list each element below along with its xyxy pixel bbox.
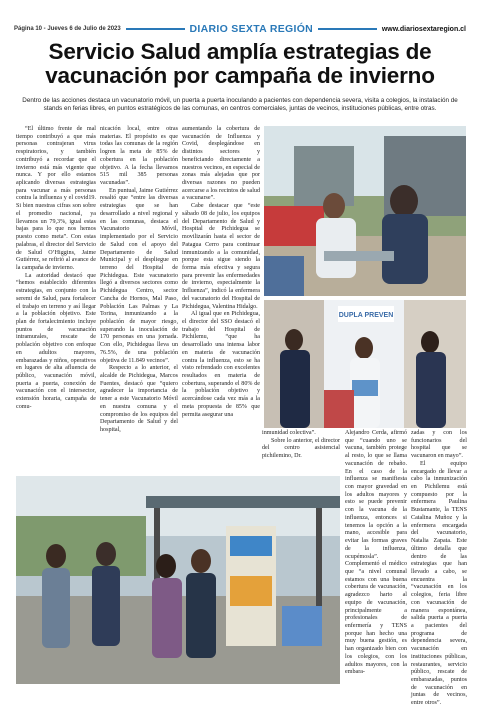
paragraph: inmunidad colectiva”.	[262, 430, 316, 436]
page-date: Página 10 - Jueves 6 de Julio de 2023	[14, 26, 121, 32]
paragraph: La autoridad destacó que “hemos establecido diferentes estrategias, en conjunto con la seremi de Salud, para fortalecer el trabajo en terreno y así llegar a la población objetivo. Este plan de fortalecimiento incluye puntos de vacunación intramurales, rescate de población objetivo con enfoque en adultos mayores, embarazadas y niños, operativos en lugares de alta afluencia de público, vacunación móvil, puerta a puerta, conexión de vacunación con el intersector, extensión horaria, campaña de comu-	[16, 272, 96, 410]
paragraph: nicación local, entre otras materias. El propósito es que todas las comunas de la región logren la meta de 85% de cobertura en la población objetivo. A la fecha llevamos 515 mil 385 personas vacunadas”.	[100, 126, 178, 187]
article-column-2	[100, 126, 178, 472]
paragraph: Cabe destacar que “este sábado 08 de julio, los equipos del Departamento de Salud y Hospital de Pichidegua se movilizarán hasta el sector de Patagua Cerro para continuar inmunizando a la comunidad, porque esta sigue siendo la forma más efectiva y segura para prevenir las enfermedades de invierno, especialmente la Influenza”, indicó la enfermera del vacunatorio del Hospital de Pichidegua, Valentina Hidalgo.	[182, 203, 260, 310]
paragraph: Al igual que en Pichidegua, el director del SSO destacó el trabajo del Hospital de Pichilemu, “que ha desarrollado una intensa labor en materia de vacunación contra la influenza, esto se ha visto refrendado con excelentes resultados en materia de cobertura, superando el 80% de la población objetivo y acercándose cada vez más a la meta propuesta de 85% que permita asegurar una	[182, 311, 260, 418]
photo-street-stand	[16, 476, 340, 684]
article-column-5	[411, 430, 467, 707]
article-column-3b	[262, 430, 340, 472]
photo-health-team	[264, 300, 466, 428]
header-rule-left	[126, 28, 185, 30]
page-header	[14, 22, 466, 36]
paragraph: Sobre lo anterior, el director del centro asistencial pichilemino, Dr.	[262, 437, 340, 460]
headline	[14, 40, 466, 88]
paragraph: aumentando la cobertura de vacunación de Influenza y Covid, desplegándose en distintos sectores y beneficiando directamente a nuestros vecinos, en especial de zonas más alejadas que por diversas razones no pueden acercarse a los recintos de salud a vacunarse”.	[182, 126, 260, 202]
article-column-1	[16, 126, 96, 472]
article-column-3	[182, 126, 260, 472]
subheading: Dentro de las acciones destaca un vacunatorio móvil, un puerta a puerta inoculando a pacientes con dependencia severa, visita a colegios, la instalación de stands en ferias libres, en puntos estratégicos de las comunas, en centros comerciales, juntas de vecinos, instituciones públicas, entre otras.	[22, 97, 458, 112]
article-column-4	[345, 430, 407, 684]
paragraph: “El último frente de mal tiempo contribuyó a que más personas contrajeran virus respiratorios, y también contribuyó a recordar que el invierno está más vigente que nunca. Y por ello estamos aplicando diversas estrategias para vacunar a más personas contra la influenza y el covid19. Si bien nuestras cifras son sobre el promedio nacional, ya llevamos un 79,3%, igual estas bajas para lo que nos hemos puesto como meta”. Con estas palabras, el director del Servicio de Salud O’Higgins, Jaime Gutiérrez, se refirió al avance de la campaña de invierno.	[16, 126, 96, 271]
paragraph: El equipo encargado de llevar a cabo la inmunización en Pichilemu está compuesto por la enfermera Paulina Bustamante, la TENS Catalina Muñoz y la enfermera encargada del vacunatorio, Natalia Zapata. Este último detalla que dentro de las estrategias que han llevado a cabo, se encuentra la “vacunación en los colegios, feria libre con vacunación de manera espontánea, salida puerta a puerta a pacientes del programa de dependencia severa, vacunación en instituciones públicas, restaurantes, servicio público, rescate de embarazadas, puntos de vacunación en juntas de vecinos, entre otros”.	[411, 460, 467, 707]
website-link[interactable]: www.diariosextaregion.cl	[381, 25, 466, 33]
paragraph: zadas y con los funcionarios del hospital que se vacunaron en mayo”.	[411, 430, 467, 460]
photo-vaccination-outdoor	[264, 126, 466, 296]
headline-line-2: vacunación por campaña de invierno	[45, 63, 435, 88]
banner-text: DUPLA PREVEN	[338, 312, 394, 319]
headline-line-1: Servicio Salud amplía estrategias de	[48, 39, 432, 64]
header-rule-right	[318, 28, 377, 30]
masthead: DIARIO SEXTA REGIÓN	[189, 23, 314, 35]
paragraph: Respecto a lo anterior, el alcalde de Pichidegua, Marcos Fuentes, destacó que “quiero agradecer la importancia de tener a este Vacunatorio Móvil en nuestra comuna y el compromiso de los equipos del Departamento de Salud y del hospital,	[100, 365, 178, 434]
paragraph: En puntual, Jaime Gutiérrez resaltó que “entre las diversas estrategias que se han desarrollado a nivel regional y en las comunas, destaca el Vacunatorio Móvil, implementado por el Servicio de Salud con el apoyo del Departamento de Salud Municipal y el despliegue en terreno del Hospital de Pichidegua. Este vacunatorio llegó a diversos sectores como Pichidegua Centro, sector Cancha de Hornos, Mal Paso, Población Las Palmas y La Torina, inmunizando a la población de mayor riesgo, superando la inoculación de 170 personas en una jornada. Con ello, Pichidegua lleva un 76.5%, de una población objetiva de 11.849 vecinos”.	[100, 187, 178, 364]
paragraph: Alejandro Cerda, afirmó que “cuando uno se vacuna, también protege al resto, lo que se llama vacunación de rebaño. En el caso de la influenza se manifiesta con mayor gravedad en los adultos mayores y esto se puede prevenir con la vacuna de la influenza, entonces si tenemos la opción a la mano, accesible para evitar las formas graves de la influenza, ocupémosla”. Complementó el médico que “a nivel comunal estamos con una buena cobertura de vacunación, agradezco harto al equipo de vacunación, principalmente a profesionales de enfermería y TENS porque han hecho una muy buena gestión, es han organizado bien con los colegios, con los adultos mayores, con la embara-	[345, 430, 407, 676]
